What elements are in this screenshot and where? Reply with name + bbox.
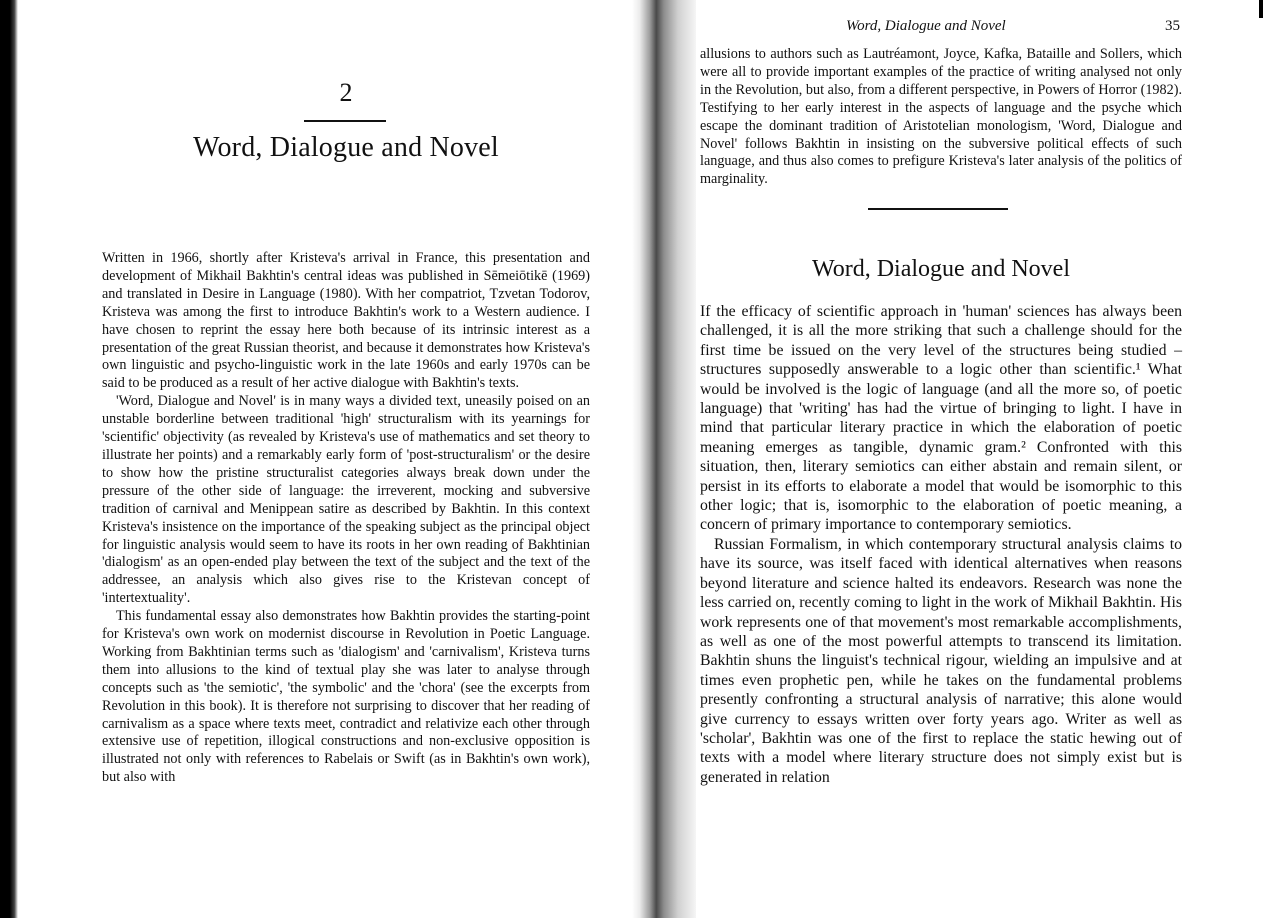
essay-body	[700, 302, 1182, 787]
chapter-divider	[304, 120, 386, 122]
section-divider	[868, 208, 1008, 210]
intro-paragraph: This fundamental essay also demonstrates how Bakhtin provides the starting-point for Kristeva's own work on modernist discourse in Revolution in Poetic Language. Working from Bakhtinian terms such as 'dialogism' and 'carnivalism', Kristeva turns them into allusions to the kind of textual play she was later to analyse through concepts such as 'the semiotic', 'the symbolic' and the 'chora' (see the excerpts from Revolution in this book). It is therefore not surprising to discover that her reading of carnivalism as a space where texts meet, contradict and relativize each other through extensive use of repetition, illogical constructions and non-exclusive opposition is illustrated not only with references to Rabelais or Swift (as in Bakhtin's own work), but also with	[102, 608, 590, 786]
page-number: 35	[1165, 18, 1180, 34]
book-gutter-shadow	[632, 0, 696, 918]
editor-introduction	[102, 250, 590, 787]
chapter-number: 2	[339, 78, 353, 107]
intro-paragraph: 'Word, Dialogue and Novel' is in many ways a divided text, uneasily poised on an unstable borderline between traditional 'high' structuralism with its yearnings for 'scientific' objectivity (as revealed by Kristeva's use of mathematics and set theory to illustrate her points) and a remarkably early form of 'post-structuralism' or the desire to show how the pristine structuralist categories always break down under the pressure of the other side of language: the irreverent, mocking and subversive tradition of carnival and Menippean satire as described by Bakhtin. In this context Kristeva's insistence on the importance of the speaking subject as the principal object for linguistic analysis would seem to have its roots in her own reading of Bakhtinian 'dialogism' as an open-ended play between the text of the subject and the text of the addressee, an analysis which also gives rise to the Kristevan concept of 'intertextuality'.	[102, 393, 590, 607]
essay-title: Word, Dialogue and Novel	[812, 256, 1070, 282]
scan-corner-mark	[1259, 0, 1263, 18]
chapter-title: Word, Dialogue and Novel	[193, 132, 499, 163]
scan-edge-shadow	[0, 0, 18, 918]
essay-paragraph: Russian Formalism, in which contemporary structural analysis claims to have its source, was itself faced with identical alternatives when reasons beyond literature and science halted its endeavors. Research was none the less carried on, recently coming to light in the work of Mikhail Bakhtin. His work represents one of that movement's most remarkable accomplishments, as well as one of the most powerful attempts to transcend its limitation. Bakhtin shuns the linguist's technical rigour, wielding an impulsive and at times even prophetic pen, while he takes on the fundamental problems presently confronting a structural analysis of narrative; this alone would give currency to essays written over forty years ago. Writer as well as 'scholar', Bakhtin was one of the first to replace the static hewing out of texts with a model where literary structure does not simply exist but is generated in relation	[700, 535, 1182, 786]
intro-paragraph: Written in 1966, shortly after Kristeva's arrival in France, this presentation and development of Mikhail Bakhtin's central ideas was published in Sēmeiōtikē (1969) and translated in Desire in Language (1980). With her compatriot, Tzvetan Todorov, Kristeva was among the first to introduce Bakhtin's work to a Western audience. I have chosen to reprint the essay here both because of its intrinsic interest as a presentation of the great Russian theorist, and because it demonstrates how Kristeva's own linguistic and psycho-linguistic work in the late 1960s and early 1970s can be said to be produced as a result of her active dialogue with Bakhtin's texts.	[102, 250, 590, 392]
running-title: Word, Dialogue and Novel	[846, 18, 1006, 34]
essay-paragraph: If the efficacy of scientific approach in 'human' sciences has always been challenged, it is all the more striking that such a challenge should for the first time be issued on the very level of the structures being studied – structures supposedly answerable to a logic other than scientific.¹ What would be involved is the logic of language (and all the more so, of poetic language) that 'writing' has had the virtue of bringing to light. I have in mind that particular literary practice in which the elaboration of poetic meaning emerges as tangible, dynamic gram.² Confronted with this situation, then, literary semiotics can either abstain and remain silent, or persist in its efforts to elaborate a model that would be isomorphic to this other logic; that is, isomorphic to the elaboration of poetic meaning, a concern of primary importance to contemporary semiotics.	[700, 303, 1182, 534]
introduction-continuation	[700, 46, 1182, 189]
intro-paragraph: allusions to authors such as Lautréamont, Joyce, Kafka, Bataille and Sollers, which were all to provide important examples of the practice of writing analysed not only in the Revolution, but also, from a different perspective, in Powers of Horror (1982). Testifying to her early interest in the aspects of language and the psyche which escape the dominant tradition of Aristotelian monologism, 'Word, Dialogue and Novel' follows Bakhtin in insisting on the subversive political effects of such language, and thus also comes to prefigure Kristeva's later analysis of the politics of marginality.	[700, 46, 1182, 188]
running-head	[700, 18, 1182, 40]
